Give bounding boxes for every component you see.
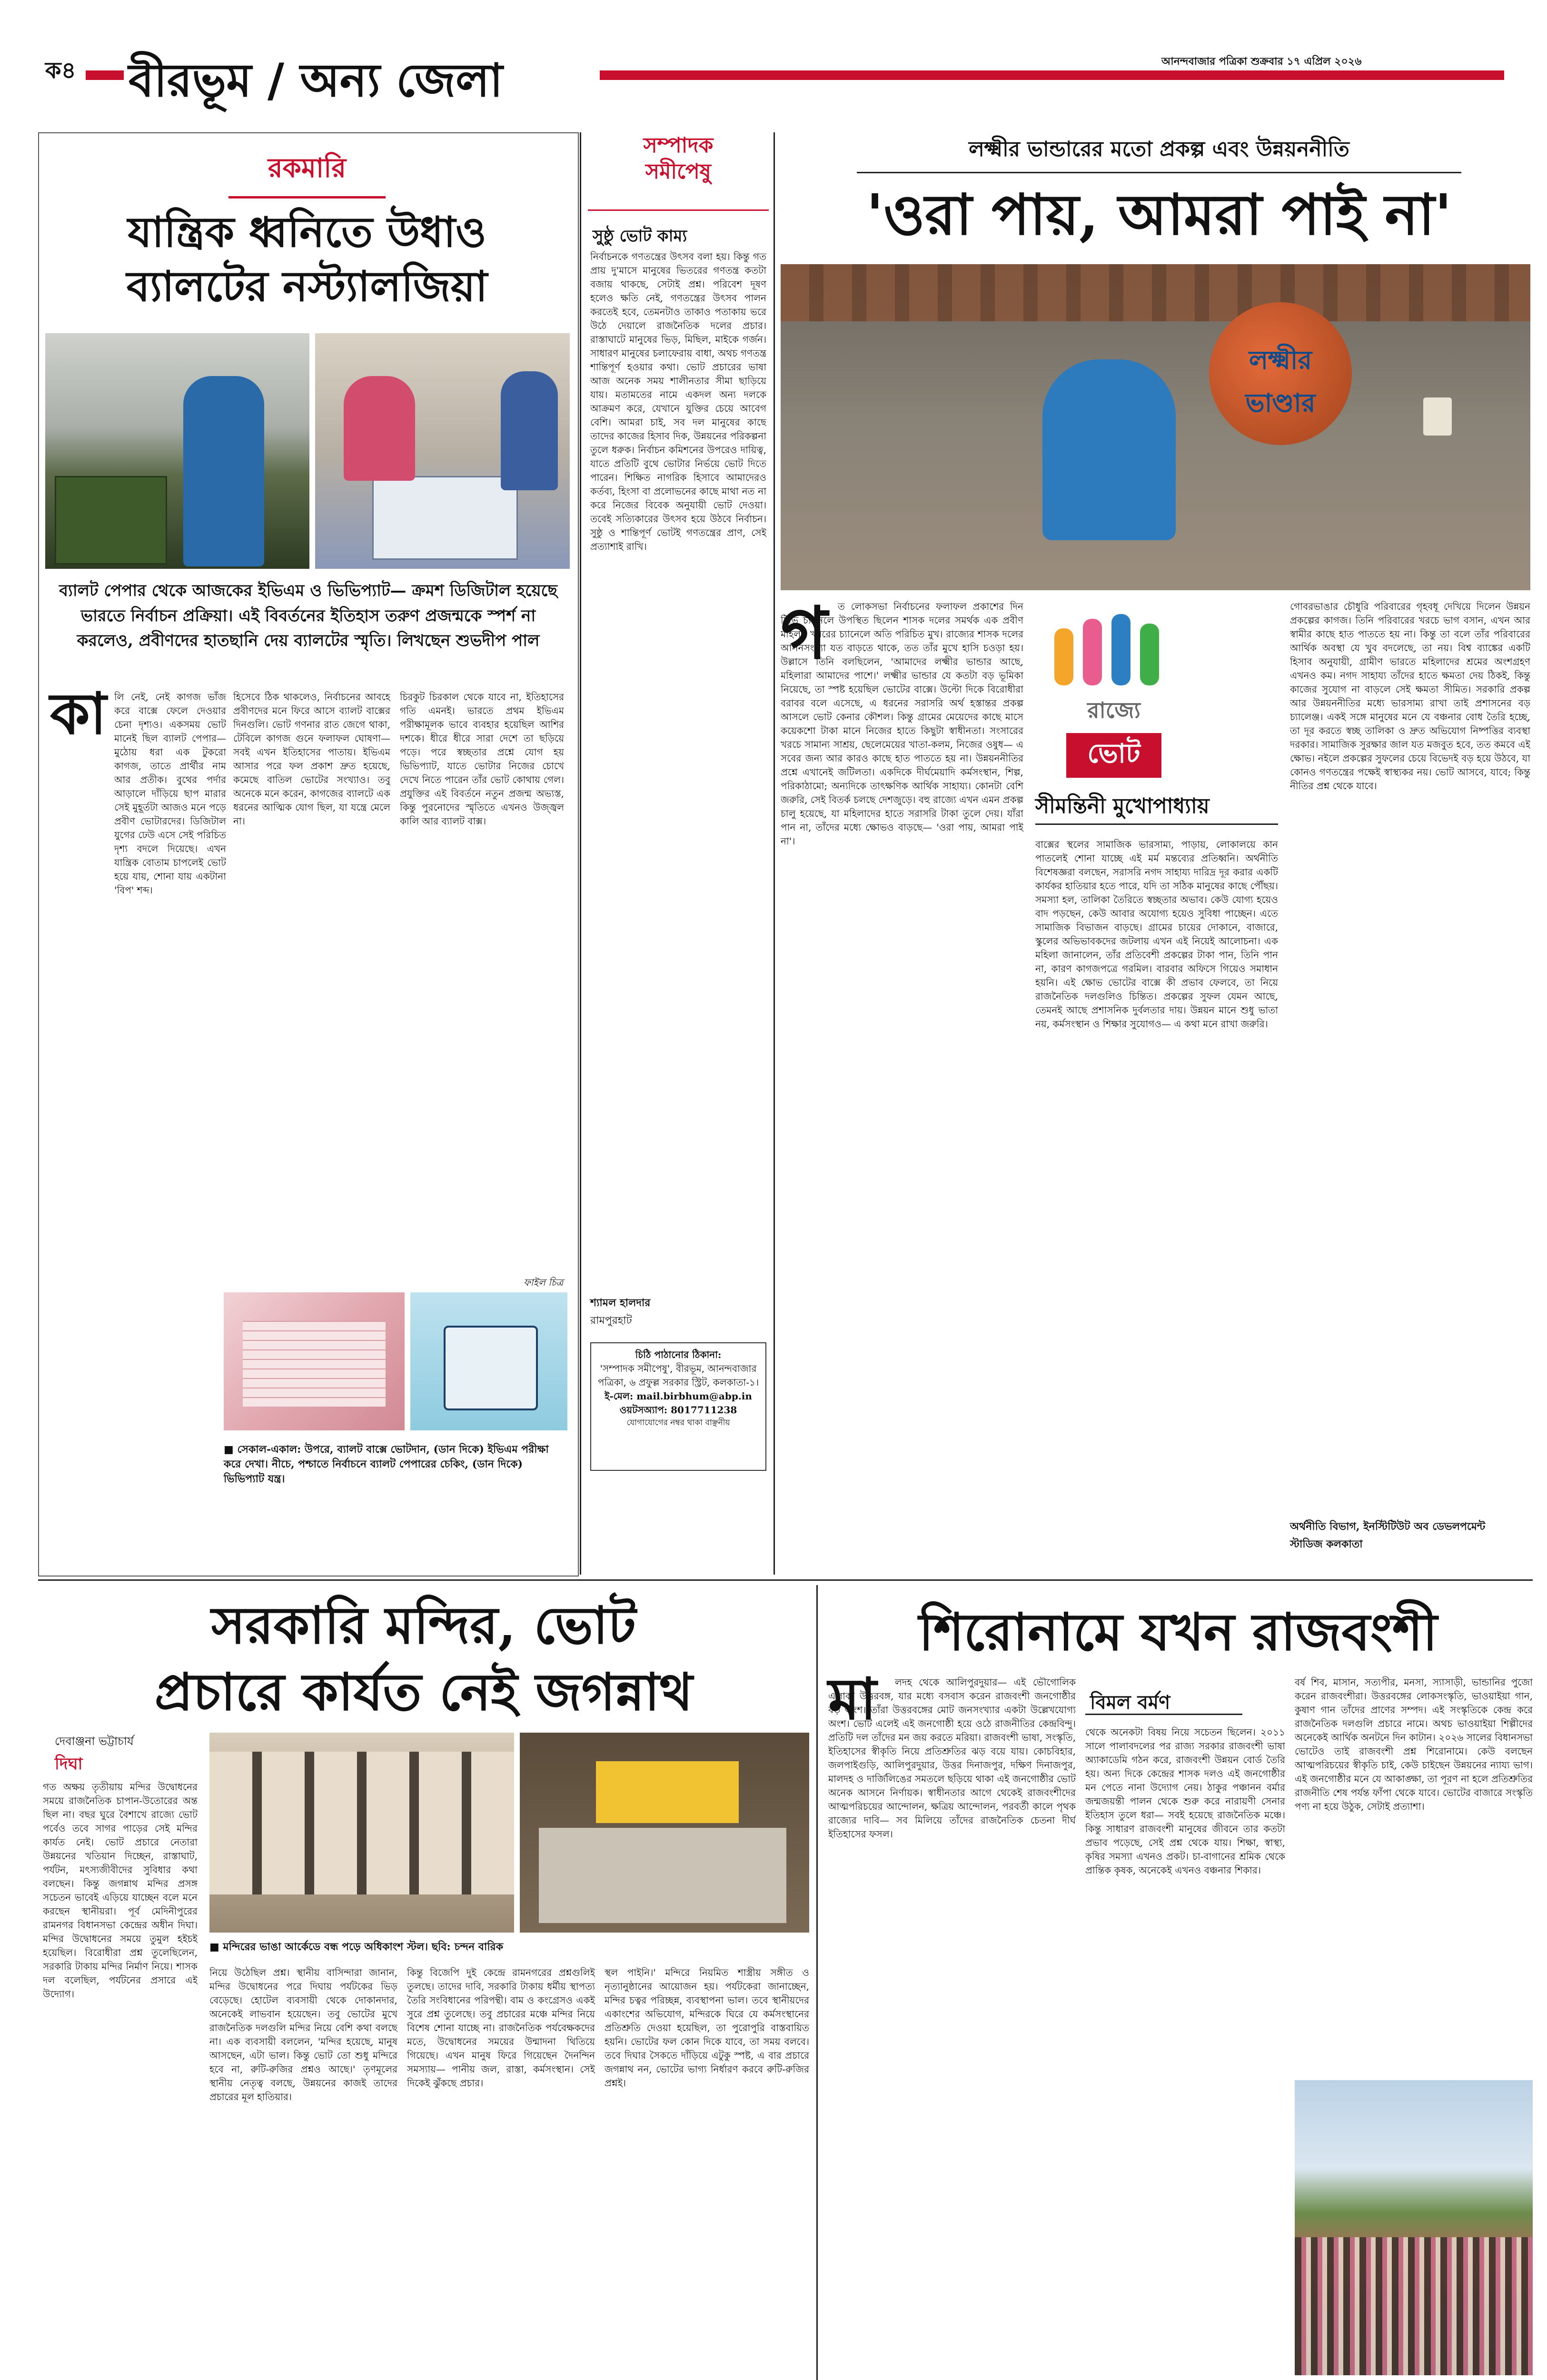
ballot-photo-left — [45, 333, 309, 569]
mandir-photo-arcade — [209, 1733, 514, 1933]
arcade-arches — [209, 1752, 514, 1894]
mandir-caption: ■ মন্দিরের ভাঙা আর্কেডে বন্ধ পড়ে অধিকাংশ স্টল। ছবি: চন্দন বারিক — [209, 1941, 504, 1953]
headline-line-2: ব্যালটের নস্ট্যালজিয়া — [126, 261, 488, 311]
rajbanshi-col-3: বর্ষ শিব, মাসান, সত্যপীর, মনসা, স্যাসাড়ী, ভান্ডানির পুজো করেন রাজবংশীরা। উত্তরবঙ্গের লোকসংস্কৃতি, ভাওয়াইয়া গান, কুষাণ গান তাঁদের প্রাণের সম্পদ। এই সংস্কৃতিকে কেন্দ্র করে রাজনৈতিক দলগুলি প্রচারে নামে। অথচ ভাওয়াইয়া শিল্পীদের অনেকেই আর্থিক অনটনে দিন কাটান। ২০২৬ সালের বিধানসভা ভোটেও তাই রাজবংশী প্রশ্ন শিরোনামে। কেউ বলছেন আত্মপরিচয়ের স্বীকৃতি চাই, কেউ চাইছেন উন্নয়নের ন্যায্য ভাগ। এই জনগোষ্ঠীর মনে যে আকাঙ্ক্ষা, তা পূরণ না হলে প্রতিশ্রুতির রাজনীতি শেষ পর্যন্ত ফাঁপা থেকে যাবে। ভোটের বাজারে সংস্কৃতি পণ্য না হয়ে উঠুক, সেটাই প্রত্যাশা। — [1295, 1676, 1533, 1812]
stall-banner — [596, 1761, 739, 1823]
vote-logo-bottom: ভোট — [1066, 733, 1161, 778]
rokomari-standfirst: ব্যালট পেপার থেকে আজকের ইভিএম ও ভিভিপ্যাট— ক্রমশ ডিজিটাল হয়েছে ভারতে নির্বাচন প্রক্রিয়া। এই বিবর্তনের ইতিহাস তরুণ প্রজন্মকে স্পর্শ না করলেও, প্রবীণদের হাতছানি দেয় ব্যালটের স্মৃতি। লিখছেন শুভদীপ পাল — [59, 581, 557, 651]
editorial-signature — [590, 1295, 766, 1330]
rajbanshi-col-1: লদহ থেকে আলিপুরদুয়ার— এই ভৌগোলিক এলাকা উত্তরবঙ্গ, যার মধ্যে বসবাস করেন রাজবংশী জনগোষ্ঠীর বড় অংশ। তাঁরা উত্তরবঙ্গের মোট জনসংখ্যার একটা উল্লেখযোগ্য অংশ। ভোট এলেই এই জনগোষ্ঠী হয়ে ওঠে রাজনীতির কেন্দ্রবিন্দু। প্রতিটি দল তাঁদের মন জয় করতে মরিয়া। রাজবংশী ভাষা, সংস্কৃতি, ইতিহাসের স্বীকৃতি নিয়ে প্রতিশ্রুতির ঝড় বয়ে যায়। কোচবিহার, জলপাইগুড়ি, আলিপুরদুয়ার, উত্তর দিনাজপুর, দক্ষিণ দিনাজপুর, মালদহ ও দার্জিলিঙের সমতলে ছড়িয়ে থাকা এই জনগোষ্ঠীর ভোট অনেক আসনে নির্ণায়ক। স্বাধীনতার আগে থেকেই রাজবংশীদের আত্মপরিচয়ের আন্দোলন, ক্ষত্রিয় আন্দোলন, পরবর্তী কালে পৃথক রাজ্যের দাবি— সব মিলিয়ে তাঁদের রাজনৈতিক চেতনা দীর্ঘ ইতিহাসের ফসল। — [828, 1676, 1076, 1840]
rajbanshi-byline-rule — [1085, 1714, 1242, 1715]
voter-figure — [501, 371, 558, 490]
lakshmi-col-2: বাক্সের স্থলের সামাজিক ভারসাম্য, পাড়ায়, লোকালয়ে কান পাতলেই শোনা যাচ্ছে এই মর্ম মন্তব্যের প্রতিধ্বনি। অর্থনীতি বিশেষজ্ঞরা বলছেন, সরাসরি নগদ সাহায্য দারিদ্র দূর করার একটি কার্যকর হাতিয়ার হতে পারে, যদি তা সঠিক মানুষের কাছে পৌঁছয়। সমস্যা হল, তালিকা তৈরিতে স্বচ্ছতার অভাব। কেউ যোগ্য হয়েও বাদ পড়ছেন, কেউ আবার অযোগ্য হয়েও সুবিধা পাচ্ছেন। এতে সামাজিক বিভাজন বাড়ছে। গ্রামের চায়ের দোকানে, বাজারে, স্কুলের অভিভাবকদের জটলায় এখন এই নিয়েই আলোচনা। এক মহিলা জানালেন, তাঁর প্রতিবেশী প্রকল্পের টাকা পান, তিনি পান না, কারণ কাগজপত্রে গরমিল। বারবার অফিসে গিয়েও সমাধান হয়নি। এই ক্ষোভ ভোটের বাক্সে কী প্রভাব ফেলবে, তা নিয়ে রাজনৈতিক দলগুলিও চিন্তিত। প্রকল্পের সুফল যেমন আছে, তেমনই আছে প্রশাসনিক দুর্বলতার দায়। উন্নয়ন মানে শুধু ভাতা নয়, কর্মসংস্থান ও শিক্ষার সুযোগও— এ কথা মনে রাখা জরুরি। — [1035, 839, 1278, 1030]
letters-address: 'সম্পাদক সমীপেষু', বীরভূম, আনন্দবাজার পত্রিকা, ৬ প্রফুল্ল সরকার স্ট্রিট, কলকাতা-১। — [597, 1363, 759, 1388]
lakshmi-overline: লক্ষ্মীর ভান্ডারের মতো প্রকল্প এবং উন্নয়ননীতি — [857, 133, 1461, 173]
rajbanshi-dropcap: মা — [828, 1666, 877, 1733]
crowd — [1295, 2237, 1533, 2375]
evm-machine — [372, 476, 518, 560]
lakshmi-pot-photo — [781, 264, 1530, 590]
vote-logo — [1035, 609, 1192, 769]
clay-pot — [1209, 302, 1352, 445]
artisan-figure — [1042, 359, 1176, 540]
mandir-col-1: গত অক্ষয় তৃতীয়ায় মন্দির উদ্বোধনের সময়ে রাজনৈতিক চাপান-উতোরের অন্ত ছিল না। বছর ঘুরে বৈশাখে রাজ্যে ভোট পর্বেও তবে সাগর পাড়ের সেই মন্দির কার্যত নেই। ভোট প্রচারে নেতারা উন্নয়নের খতিয়ান দিচ্ছেন, রাস্তাঘাট, পর্যটন, মৎস্যজীবীদের সুবিধার কথা বলছেন। কিন্তু জগন্নাথ মন্দির প্রসঙ্গ সচেতন ভাবেই এড়িয়ে যাচ্ছেন বলে মনে করছেন স্থানীয়রা। পূর্ব মেদিনীপুরের রামনগর বিধানসভা কেন্দ্রের অধীন দিঘা। মন্দির উদ্বোধনের সময়ে তুমুল হইচই হয়েছিল। বিরোধীরা প্রশ্ন তুলেছিলেন, সরকারি টাকায় মন্দির নির্মাণ নিয়ে। শাসক দল বলেছিল, পর্যটনের প্রসারে এই উদ্যোগ। — [43, 1781, 198, 2000]
rokomari-kicker — [228, 148, 386, 198]
author-note-1: অর্থনীতি বিভাগ, ইনস্টিটিউট অব ডেভলপমেন্ট — [1290, 1520, 1486, 1533]
rally-photo — [1295, 2080, 1533, 2375]
letters-heading: চিঠি পাঠানোর ঠিকানা: — [635, 1349, 722, 1360]
editorial-rule — [588, 209, 769, 211]
letters-box — [590, 1342, 766, 1471]
raised-fingers-icon — [1035, 609, 1192, 690]
divider-bottom-middle — [816, 1585, 818, 2380]
letters-whatsapp[interactable]: ওয়টসঅ্যাপ: 8017711238 — [619, 1404, 737, 1416]
divider-editorial-left — [580, 132, 581, 1575]
mandir-headline — [38, 1592, 809, 1726]
rokomari-photo-credit: ফাইল চিত্র — [524, 1277, 564, 1288]
mandir-dateline: দিঘা — [55, 1755, 83, 1774]
author-note-2: স্টাডিজ কলকাতা — [1290, 1538, 1363, 1550]
vvpat-machine — [444, 1326, 538, 1410]
rokomari-col-3: চিরকুট চিরকাল থেকে যাবে না, ইতিহাসের গতি এমনই। ভারতে প্রথম ইভিএম পরীক্ষামূলক ভাবে ব্যবহার হয়েছিল আশির দশকে। ধীরে ধীরে সারা দেশে তা ছড়িয়ে পড়ে। পরে স্বচ্ছতার প্রশ্নে যোগ হয় ভিভিপ্যাট, যাতে ভোটার নিজের চোখে দেখে নিতে পারেন তাঁর ভোট কোথায় গেল। প্রযুক্তির এই বিবর্তনে নতুন প্রজন্ম অভ্যস্ত, কিন্তু পুরনোদের স্মৃতিতে এখনও উজ্জ্বল কালি আর ব্যালট বাক্স। — [400, 691, 564, 827]
evm-photo-right — [315, 333, 570, 569]
page-number: ক৪ — [45, 57, 76, 84]
lakshmi-col-1: ত লোকসভা নির্বাচনের ফলাফল প্রকাশের দিন টিভি চ্যানেলে উপস্থিত ছিলেন শাসক দলের সমর্থক এক প্রবীণ মহিলা। খবরের চ্যানেলে অতি পরিচিত মুখ। রাজ্যের শাসক দলের আসনসংখ্যা যত বাড়তে থাকে, তত তাঁর মুখে হাসি চওড়া হয়। উল্লাসে তিনি বলছিলেন, 'আমাদের লক্ষ্মীর ভান্ডার আছে, মহিলারা আমাদের পাশে।' লক্ষ্মীর ভান্ডার যে কতটা বড় ভূমিকা নিয়েছে, তা স্পষ্ট হয়েছিল ভোটের বাক্সে। উল্টো দিকে বিরোধীরা বরাবর বলে এসেছে, এ ধরনের সরাসরি অর্থ হস্তান্তর প্রকল্প আসলে ভোট কেনার কৌশল। কিন্তু গ্রামের মেয়েদের কাছে মাসে কয়েকশো টাকা মানে নিজের হাতে কিছুটা স্বাধীনতা। সংসারের খরচে সামান্য সাশ্রয়, ছেলেমেয়ের খাতা-কলম, নিজের ওষুধ— এ সবের জন্য আর কারও কাছে হাত পাততে হয় না। উন্নয়ননীতির প্রশ্নে এখানেই জটিলতা। একদিকে দীর্ঘমেয়াদি কর্মসংস্থান, শিল্প, পরিকাঠামো; অন্যদিকে তাৎক্ষণিক আর্থিক সাহায্য। কোনটা বেশি জরুরি, সেই বিতর্ক চলছে দেশজুড়ে। বহু রাজ্যে এখন এমন প্রকল্প চালু হয়েছে, যা মহিলাদের হাতে সরাসরি টাকা তুলে দেয়। যাঁরা পান না, তাঁদের মধ্যে ক্ষোভও বাড়ছে— 'ওরা পায়, আমরা পাই না'। — [781, 601, 1023, 847]
lakshmi-col-3: গোবরভাঙার চৌধুরি পরিবারের গৃহবধূ দেখিয়ে দিলেন উন্নয়ন প্রকল্পের কাগজ। তিনি পরিবারের খরচে ভাগ বসান, এখন আর স্বামীর কাছে হাত পাততে হয় না। কিন্তু তা বলে তাঁর পরিবারের আর্থিক অবস্থা যে খুব বদলেছে, তা নয়। বিশ্ব ব্যাঙ্কের একটি হিসাব অনুযায়ী, গ্রামীণ ভারতে মহিলাদের শ্রমের অংশগ্রহণ এখনও কম। নগদ সাহায্য তাঁদের হাতে ক্ষমতা দেয় ঠিকই, কিন্তু কাজের সুযোগ না বাড়লে সেই ক্ষমতা সীমিত। সরকারি প্রকল্প আর উন্নয়ননীতির মধ্যে ভারসাম্য রাখা তাই প্রশাসনের বড় চ্যালেঞ্জ। একই সঙ্গে মানুষের মনে যে বঞ্চনার বোধ তৈরি হচ্ছে, তা দূর করতে স্বচ্ছ তালিকা ও দ্রুত অভিযোগ নিষ্পত্তির ব্যবস্থা দরকার। সামাজিক সুরক্ষার জাল যত মজবুত হবে, তত কমবে এই ক্ষোভ। নইলে প্রকল্পের সুফলের চেয়ে বিভেদই বড় হয়ে উঠবে, যা কোনও গণতন্ত্রের পক্ষেই স্বাস্থ্যকর নয়। ভোট আসবে, যাবে; কিন্তু নীতির প্রশ্ন থেকে যাবে। — [1290, 601, 1530, 792]
letters-note: যোগাযোগের নম্বর থাকা বাঞ্ছনীয় — [626, 1418, 730, 1428]
mandir-photo-stall — [520, 1733, 809, 1933]
lakshmi-byline: সীমন্তিনী মুখোপাধ্যায় — [1035, 794, 1210, 818]
masthead-red-bar-right — [600, 70, 1504, 80]
rokomari-dropcap: কা — [50, 680, 107, 747]
letters-email[interactable]: ই-মেল: mail.birbhum@abp.in — [605, 1390, 752, 1402]
mandir-byline: দেবাঞ্জনা ভট্টাচার্য — [55, 1735, 134, 1748]
lakshmi-author-note — [1290, 1518, 1530, 1554]
ballot-stack — [243, 1321, 386, 1407]
signature-name: শ্যামল হালদার — [590, 1297, 651, 1309]
rokomari-col-2: হিসেবে ঠিক থাকলেও, নির্বাচনের আবহে প্রবীণদের মনে ফিরে আসে ব্যালট বাক্সের দিনগুলি। ভোট গণনার রাত জেগে থাকা, টেবিলে কাগজ গুনে ফলাফল ঘোষণা— সবই এখন ইতিহাসের পাতায়। ইভিএম আসার পরে ফল প্রকাশ দ্রুত হয়েছে, কমেছে বাতিল ভোটের সংখ্যাও। তবু অনেকে মনে করেন, কাগজের ব্যালটে এক ধরনের আত্মিক যোগ ছিল, যা যন্ত্রে মেলে না। — [233, 691, 390, 827]
paint-can — [1423, 397, 1452, 436]
ballot-paper-photo — [224, 1292, 405, 1430]
mandir-col-4: স্থল পাইনি।' মন্দিরে নিয়মিত শাস্ত্রীয় সঙ্গীত ও নৃত্যানুষ্ঠানের আয়োজন হয়। পর্যটকেরা জানাচ্ছেন, মন্দির চত্বর পরিচ্ছন্ন, ব্যবস্থাপনা ভাল। তবে স্থানীয়দের একাংশের অভিযোগ, মন্দিরকে ঘিরে যে কর্মসংস্থানের প্রতিশ্রুতি দেওয়া হয়েছিল, তা পুরোপুরি বাস্তবায়িত হয়নি। ভোটের ফল কোন দিকে যাবে, তা সময় বলবে। তবে দিঘার সৈকতে দাঁড়িয়ে এটুকু স্পষ্ট, এ বার প্রচারে জগন্নাথ নন, ভোটের ভাগ্য নির্ধারণ করবে রুটি-রুজির প্রশ্নই। — [605, 1967, 809, 2089]
date-line: আনন্দবাজার পত্রিকা শুক্রবার ১৭ এপ্রিল ২০২৬ — [1161, 56, 1362, 68]
kicker-label: রকমারি — [268, 152, 347, 184]
lakshmi-headline: 'ওরা পায়, আমরা পাই না' — [866, 181, 1452, 248]
kicker-underline — [228, 196, 386, 198]
editorial-title-2: সমীপেষু — [645, 159, 711, 184]
woman-figure — [183, 376, 264, 566]
vote-logo-top: রাজ্যে — [1087, 697, 1140, 723]
mandir-col-2: নিয়ে উঠেছিল প্রশ্ন। স্থানীয় বাসিন্দারা জানান, মন্দির উদ্বোধনের পরে দিঘায় পর্যটকের ভিড় বেড়েছে। হোটেল ব্যবসায়ী থেকে দোকানদার, অনেকেই লাভবান হয়েছেন। তবু ভোটের মুখে রাজনৈতিক দলগুলি মন্দির নিয়ে বেশি কথা বলছে না। এক ব্যবসায়ী বললেন, 'মন্দির হয়েছে, মানুষ আসছেন, এটা ভাল। কিন্তু ভোট তো শুধু মন্দিরে হবে না, রুটি-রুজির প্রশ্নও আছে।' তৃণমূলের স্থানীয় নেতৃত্ব বলছে, উন্নয়নের কাজই তাদের প্রচারের মূল হাতিয়ার। — [209, 1967, 397, 2102]
masthead — [0, 0, 1547, 107]
divider-editorial-right — [774, 132, 775, 1575]
divider-middle — [38, 1579, 1533, 1581]
lakshmi-dropcap: গ — [781, 591, 828, 675]
signature-place: রামপুরহাট — [590, 1315, 632, 1327]
editorial-title — [588, 132, 769, 185]
mandir-headline-2: প্রচারে কার্যত নেই জগন্নাথ — [154, 1662, 693, 1723]
rajbanshi-headline: শিরোনামে যখন রাজবংশী — [919, 1602, 1438, 1662]
masthead-red-bar-left — [86, 70, 124, 80]
headline-line-1: যান্ত্রিক ধ্বনিতে উধাও — [128, 207, 486, 257]
rajbanshi-byline: বিমল বর্মণ — [1090, 1691, 1170, 1714]
ballot-boxes — [55, 476, 167, 565]
rajbanshi-col-2: থেকে অনেকটা বিষয় নিয়ে সচেতন ছিলেন। ২০১১ সালে পালাবদলের পর রাজ্য সরকার রাজবংশী ভাষা অ্যাকাডেমি গঠন করে, রাজবংশী উন্নয়ন বোর্ড তৈরি হয়। অন্য দিকে কেন্দ্রের শাসক দলও এই জনগোষ্ঠীর মন পেতে নানা উদ্যোগ নেয়। ঠাকুর পঞ্চানন বর্মার জন্মজয়ন্তী পালন থেকে শুরু করে নারায়ণী সেনার ইতিহাস তুলে ধরা— সবই হয়েছে রাজনৈতিক মঞ্চে। কিন্তু সাধারণ রাজবংশী মানুষের জীবনে তার কতটা প্রভাব পড়েছে, সেই প্রশ্ন থেকে যায়। শিক্ষা, স্বাস্থ্য, কৃষির সমস্যা এখনও প্রকট। চা-বাগানের শ্রমিক থেকে প্রান্তিক কৃষক, অনেকেই এখনও বঞ্চনার শিকার। — [1085, 1726, 1285, 1876]
pot-label-2: ভাণ্ডার — [1245, 387, 1316, 418]
editorial-subtitle: সুষ্ঠু ভোট কাম্য — [593, 227, 687, 246]
pot-row-back — [781, 264, 1530, 321]
mandir-col-3: কিন্তু বিজেপি দুই কেন্দ্রে রামনগরের প্রশ্নগুলিই তুলছে। তাদের দাবি, সরকারি টাকায় ধর্মীয় স্থাপত্য তৈরি সংবিধানের পরিপন্থী। বাম ও কংগ্রেসও একই সুরে প্রশ্ন তুলেছে। তবু প্রচারের মঞ্চে মন্দির নিয়ে বিশেষ শোনা যাচ্ছে না। রাজনৈতিক পর্যবেক্ষকদের মতে, উদ্বোধনের সময়ের উন্মাদনা থিতিয়ে গিয়েছে। এখন মানুষ ফিরে গিয়েছেন দৈনন্দিন সমস্যায়— পানীয় জল, রাস্তা, কর্মসংস্থান। সেই দিকেই ঝুঁকছে প্রচার। — [407, 1967, 595, 2089]
editorial-title-1: সম্পাদক — [643, 133, 714, 158]
rokomari-headline — [45, 205, 569, 314]
mandir-headline-1: সরকারি মন্দির, ভোট — [211, 1596, 636, 1656]
byline-rule — [1035, 823, 1278, 825]
stall-shutter — [539, 1828, 786, 1923]
section-title: বীরভূম / অন্য জেলা — [129, 53, 503, 107]
pot-label-1: লক্ষ্মীর — [1249, 345, 1312, 375]
rokomari-col-1: লি নেই, নেই কাগজ ভাঁজ করে বাক্সে ফেলে দেওয়ার চেনা দৃশ্যও। একসময় ভোট মানেই ছিল ব্যালট পেপার— মুঠোয় ধরা এক টুকরো কাগজ, তাতে প্রার্থীর নাম আর প্রতীক। বুথের পর্দার আড়ালে দাঁড়িয়ে ছাপ মারার সেই মুহূর্তটা আজও মনে পড়ে প্রবীণ ভোটারদের। ডিজিটাল যুগের ঢেউ এসে সেই পরিচিত দৃশ্য বদলে দিয়েছে। এখন যান্ত্রিক বোতাম চাপলেই ভোট হয়ে যায়, শোনা যায় একটানা 'বিপ' শব্দ। — [114, 691, 226, 896]
editorial-body: নির্বাচনকে গণতন্ত্রের উৎসব বলা হয়। কিন্তু গত প্রায় দু'মাসে মানুষের ভিতরের গণতন্ত্র কতটা বজায় থাকছে, সেটাই প্রশ্ন। পরিবেশ দূষণ হলেও ক্ষতি নেই, গণতন্ত্রের উৎসব পালন করতেই হবে, তেমনটাও তাকাও পতাকায় ভরে উঠে দেয়ালে রাজনৈতিক দলের প্রচার। রাস্তাঘাটে মানুষের ভিড়, মিছিল, মাইকে গর্জন। সাধারণ মানুষের চলাফেরায় বাধা, অথচ গণতন্ত্র শান্তিপূর্ণ হওয়ার কথা। ভোট প্রচারের ভাষা আজ অনেক সময় শালীনতার সীমা ছাড়িয়ে যায়। মতামতের নামে একদল অন্য দলকে আক্রমণ করে, যেখানে যুক্তির চেয়ে আবেগ বেশি। আমরা চাই, সব দল মানুষের কাছে তাদের কাজের হিসাব দিক, উন্নয়নের পরিকল্পনা তুলে ধরুক। নির্বাচন কমিশনের উপরেও দায়িত্ব, যাতে প্রতিটি বুথে ভোটার নির্ভয়ে ভোট দিতে পারেন। শিক্ষিত নাগরিক হিসাবে আমাদেরও কর্তব্য, হিংসা বা প্রলোভনের কাছে মাথা নত না করে নিজের বিবেক অনুযায়ী ভোট দেওয়া। তবেই সত্যিকারের উৎসব হয়ে উঠবে নির্বাচন। সুষ্ঠু ও শান্তিপূর্ণ ভোটই গণতন্ত্রের প্রাণ, সেই প্রত্যাশাই রাখি। — [590, 251, 766, 552]
rokomari-bottom-caption: ■ সেকাল-একাল: উপরে, ব্যালট বাক্সে ভোটদান, (ডান দিকে) ইভিএম পরীক্ষা করে দেখা। নীচে, পশ্চাতে নির্বাচনে ব্যালট পেপারের চেকিং, (ডান দিকে) ভিভিপ্যাট যন্ত্র। — [224, 1443, 549, 1485]
officer-figure — [344, 376, 415, 481]
vvpat-photo — [410, 1292, 567, 1430]
